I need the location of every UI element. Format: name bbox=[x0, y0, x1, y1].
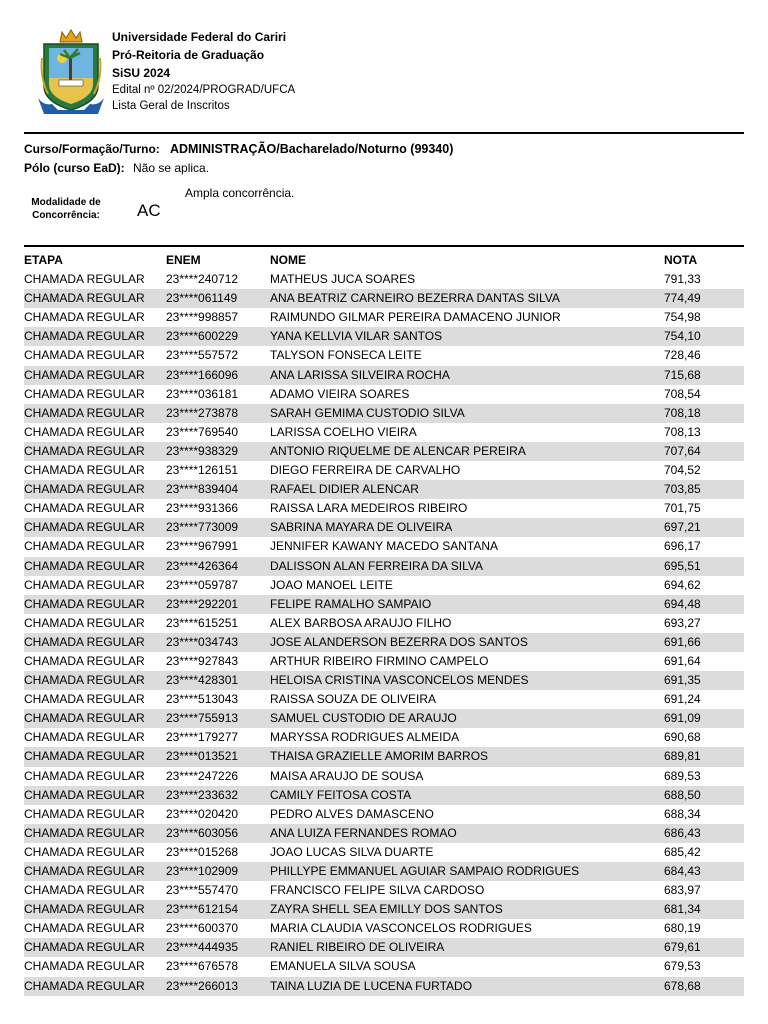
cell-nota: 774,49 bbox=[664, 291, 701, 306]
table-row bbox=[24, 518, 744, 537]
cell-nota: 686,43 bbox=[664, 825, 701, 840]
table-row bbox=[24, 461, 744, 480]
table-row bbox=[24, 537, 744, 556]
cell-nota: 708,18 bbox=[664, 405, 701, 420]
cell-etapa: CHAMADA REGULAR bbox=[24, 844, 145, 859]
cell-etapa: CHAMADA REGULAR bbox=[24, 864, 145, 878]
cell-etapa: CHAMADA REGULAR bbox=[24, 959, 145, 974]
table-row bbox=[24, 957, 744, 976]
cell-enem: 23****612154 bbox=[166, 902, 239, 917]
cell-etapa: CHAMADA REGULAR bbox=[24, 329, 145, 344]
cell-nota: 703,85 bbox=[664, 482, 701, 497]
cell-nota: 689,81 bbox=[664, 749, 701, 764]
header-block bbox=[112, 28, 295, 114]
cell-nome: ALEX BARBOSA ARAUJO FILHO bbox=[270, 615, 452, 630]
cell-nome: ANTONIO RIQUELME DE ALENCAR PEREIRA bbox=[270, 443, 526, 458]
table-row bbox=[24, 862, 744, 881]
cell-etapa: CHAMADA REGULAR bbox=[24, 424, 145, 439]
cell-nome: FRANCISCO FELIPE SILVA CARDOSO bbox=[270, 883, 485, 898]
cell-nome: PEDRO ALVES DAMASCENO bbox=[270, 806, 434, 821]
cell-nota: 683,97 bbox=[664, 883, 701, 898]
cell-etapa: CHAMADA REGULAR bbox=[24, 539, 145, 554]
table-body bbox=[24, 270, 744, 996]
cell-nota: 694,62 bbox=[664, 577, 701, 592]
cell-etapa: CHAMADA REGULAR bbox=[24, 921, 145, 936]
cell-nome: SABRINA MAYARA DE OLIVEIRA bbox=[270, 520, 453, 535]
header-etapa: ETAPA bbox=[24, 253, 63, 267]
cell-etapa: CHAMADA REGULAR bbox=[24, 443, 145, 458]
cell-nome: RAISSA SOUZA DE OLIVEIRA bbox=[270, 692, 437, 707]
table-row bbox=[24, 423, 744, 442]
cell-etapa: CHAMADA REGULAR bbox=[24, 711, 145, 726]
table-row bbox=[24, 404, 744, 423]
cell-enem: 23****166096 bbox=[166, 367, 239, 382]
cell-nome: PHILLYPE EMMANUEL AGUIAR SAMPAIO RODRIGUES bbox=[270, 864, 580, 878]
cell-nota: 728,46 bbox=[664, 348, 701, 363]
cell-enem: 23****444935 bbox=[166, 940, 239, 955]
cell-nota: 704,52 bbox=[664, 463, 701, 478]
cell-nota: 694,48 bbox=[664, 596, 701, 611]
cell-nome: TAINA LUZIA DE LUCENA FURTADO bbox=[270, 978, 473, 993]
cell-enem: 23****676578 bbox=[166, 959, 239, 974]
cell-nota: 707,64 bbox=[664, 443, 701, 458]
cell-nota: 708,13 bbox=[664, 424, 701, 439]
cell-enem: 23****266013 bbox=[166, 978, 239, 993]
cell-etapa: CHAMADA REGULAR bbox=[24, 940, 145, 955]
table-row bbox=[24, 557, 744, 576]
cell-enem: 23****247226 bbox=[166, 768, 239, 783]
cell-enem: 23****233632 bbox=[166, 787, 239, 802]
cell-etapa: CHAMADA REGULAR bbox=[24, 634, 145, 649]
cell-nome: LARISSA COELHO VIEIRA bbox=[270, 424, 417, 439]
university-seal-logo bbox=[38, 28, 104, 116]
table-row bbox=[24, 576, 744, 595]
cell-nome: ANA BEATRIZ CARNEIRO BEZERRA DANTAS SILVA bbox=[270, 291, 560, 306]
table-row bbox=[24, 881, 744, 900]
cell-nota: 696,17 bbox=[664, 539, 701, 554]
cell-nota: 701,75 bbox=[664, 501, 701, 516]
cell-nome: THAISA GRAZIELLE AMORIM BARROS bbox=[270, 749, 489, 764]
cell-enem: 23****273878 bbox=[166, 405, 239, 420]
cell-enem: 23****061149 bbox=[166, 291, 238, 306]
table-header-row bbox=[24, 251, 744, 270]
cell-nome: DALISSON ALAN FERREIRA DA SILVA bbox=[270, 558, 483, 573]
table-row bbox=[24, 728, 744, 747]
cell-enem: 23****603056 bbox=[166, 825, 239, 840]
program-name: SiSU 2024 bbox=[112, 66, 171, 80]
cell-nome: SAMUEL CUSTODIO DE ARAUJO bbox=[270, 711, 457, 726]
cell-etapa: CHAMADA REGULAR bbox=[24, 615, 145, 630]
cell-etapa: CHAMADA REGULAR bbox=[24, 825, 145, 840]
table-divider bbox=[24, 245, 744, 247]
cell-nome: MAISA ARAUJO DE SOUSA bbox=[270, 768, 424, 783]
cell-nome: MARIA CLAUDIA VASCONCELOS RODRIGUES bbox=[270, 921, 532, 936]
cell-nota: 681,34 bbox=[664, 902, 701, 917]
header-divider bbox=[24, 132, 744, 134]
cell-enem: 23****034743 bbox=[166, 634, 239, 649]
cell-nome: ADAMO VIEIRA SOARES bbox=[270, 386, 410, 401]
table-row bbox=[24, 767, 744, 786]
table-row bbox=[24, 900, 744, 919]
cell-etapa: CHAMADA REGULAR bbox=[24, 310, 145, 325]
cell-nota: 693,27 bbox=[664, 615, 701, 630]
cell-nome: EMANUELA SILVA SOUSA bbox=[270, 959, 416, 974]
cell-nota: 690,68 bbox=[664, 730, 701, 745]
cell-etapa: CHAMADA REGULAR bbox=[24, 883, 145, 898]
table-row bbox=[24, 327, 744, 346]
polo-value: Não se aplica. bbox=[133, 161, 210, 175]
cell-nome: FELIPE RAMALHO SAMPAIO bbox=[270, 596, 432, 611]
modalidade-code: AC bbox=[137, 201, 161, 220]
cell-nome: MATHEUS JUCA SOARES bbox=[270, 272, 416, 287]
table-row bbox=[24, 786, 744, 805]
cell-nome: TALYSON FONSECA LEITE bbox=[270, 348, 422, 363]
cell-nome: RAISSA LARA MEDEIROS RIBEIRO bbox=[270, 501, 468, 516]
table-row bbox=[24, 824, 744, 843]
cell-enem: 23****557572 bbox=[166, 348, 239, 363]
cell-enem: 23****931366 bbox=[166, 501, 239, 516]
table-row bbox=[24, 633, 744, 652]
table-row bbox=[24, 671, 744, 690]
cell-nome: DIEGO FERREIRA DE CARVALHO bbox=[270, 463, 461, 478]
table-row bbox=[24, 747, 744, 766]
cell-enem: 23****615251 bbox=[166, 615, 239, 630]
cell-enem: 23****292201 bbox=[166, 596, 239, 611]
cell-nome: ARTHUR RIBEIRO FIRMINO CAMPELO bbox=[270, 653, 489, 668]
cell-nota: 791,33 bbox=[664, 272, 701, 287]
cell-nota: 715,68 bbox=[664, 367, 701, 382]
cell-nome: RANIEL RIBEIRO DE OLIVEIRA bbox=[270, 940, 445, 955]
header-nota: NOTA bbox=[664, 253, 698, 267]
table-row bbox=[24, 385, 744, 404]
table-row bbox=[24, 977, 744, 996]
cell-nome: HELOISA CRISTINA VASCONCELOS MENDES bbox=[270, 673, 529, 688]
cell-etapa: CHAMADA REGULAR bbox=[24, 501, 145, 516]
cell-nome: JOSE ALANDERSON BEZERRA DOS SANTOS bbox=[270, 634, 528, 649]
table-row bbox=[24, 270, 744, 289]
modalidade-label: Modalidade de Concorrência: bbox=[31, 197, 101, 221]
cell-nota: 691,09 bbox=[664, 711, 701, 726]
cell-etapa: CHAMADA REGULAR bbox=[24, 596, 145, 611]
cell-nota: 697,21 bbox=[664, 520, 701, 535]
cell-nome: ZAYRA SHELL SEA EMILLY DOS SANTOS bbox=[270, 902, 503, 917]
cell-enem: 23****036181 bbox=[166, 386, 239, 401]
cell-enem: 23****020420 bbox=[166, 806, 239, 821]
cell-enem: 23****015268 bbox=[166, 844, 239, 859]
polo-label: Pólo (curso EaD): bbox=[24, 161, 125, 175]
cell-enem: 23****513043 bbox=[166, 692, 239, 707]
cell-etapa: CHAMADA REGULAR bbox=[24, 768, 145, 783]
cell-nota: 754,10 bbox=[664, 329, 701, 344]
cell-nota: 691,64 bbox=[664, 653, 701, 668]
cell-nome: JENNIFER KAWANY MACEDO SANTANA bbox=[270, 539, 499, 554]
table-row bbox=[24, 289, 744, 308]
cell-enem: 23****998857 bbox=[166, 310, 239, 325]
cell-nota: 680,19 bbox=[664, 921, 701, 936]
cell-nome: MARYSSA RODRIGUES ALMEIDA bbox=[270, 730, 460, 745]
table-row bbox=[24, 843, 744, 862]
table-row bbox=[24, 346, 744, 365]
cell-nome: JOAO LUCAS SILVA DUARTE bbox=[270, 844, 434, 859]
table-row bbox=[24, 614, 744, 633]
list-title: Lista Geral de Inscritos bbox=[112, 100, 230, 112]
cell-etapa: CHAMADA REGULAR bbox=[24, 692, 145, 707]
cell-etapa: CHAMADA REGULAR bbox=[24, 653, 145, 668]
cell-nota: 708,54 bbox=[664, 386, 701, 401]
cell-nome: SARAH GEMIMA CUSTODIO SILVA bbox=[270, 405, 465, 420]
cell-etapa: CHAMADA REGULAR bbox=[24, 386, 145, 401]
cell-etapa: CHAMADA REGULAR bbox=[24, 405, 145, 420]
table-row bbox=[24, 499, 744, 518]
table-row bbox=[24, 480, 744, 499]
course-value: ADMINISTRAÇÃO/Bacharelado/Noturno (99340) bbox=[170, 142, 454, 156]
cell-etapa: CHAMADA REGULAR bbox=[24, 787, 145, 802]
cell-nota: 685,42 bbox=[664, 844, 701, 859]
cell-nome: CAMILY FEITOSA COSTA bbox=[270, 787, 412, 802]
edital-reference: Edital nº 02/2024/PROGRAD/UFCA bbox=[112, 84, 296, 96]
cell-nome: ANA LUIZA FERNANDES ROMAO bbox=[270, 825, 457, 840]
table-row bbox=[24, 690, 744, 709]
cell-etapa: CHAMADA REGULAR bbox=[24, 291, 145, 306]
cell-enem: 23****773009 bbox=[166, 520, 239, 535]
cell-etapa: CHAMADA REGULAR bbox=[24, 272, 145, 287]
cell-etapa: CHAMADA REGULAR bbox=[24, 902, 145, 917]
cell-nota: 695,51 bbox=[664, 558, 701, 573]
cell-etapa: CHAMADA REGULAR bbox=[24, 367, 145, 382]
cell-etapa: CHAMADA REGULAR bbox=[24, 482, 145, 497]
cell-enem: 23****102909 bbox=[166, 864, 239, 878]
cell-nota: 688,50 bbox=[664, 787, 701, 802]
cell-nota: 689,53 bbox=[664, 768, 701, 783]
cell-enem: 23****839404 bbox=[166, 482, 239, 497]
cell-etapa: CHAMADA REGULAR bbox=[24, 577, 145, 592]
table-row bbox=[24, 308, 744, 327]
cell-nota: 678,68 bbox=[664, 978, 701, 993]
cell-enem: 23****938329 bbox=[166, 443, 239, 458]
cell-etapa: CHAMADA REGULAR bbox=[24, 348, 145, 363]
cell-etapa: CHAMADA REGULAR bbox=[24, 806, 145, 821]
cell-nome: YANA KELLVIA VILAR SANTOS bbox=[270, 329, 443, 344]
cell-nota: 691,35 bbox=[664, 673, 701, 688]
cell-nota: 679,53 bbox=[664, 959, 701, 974]
department-name: Pró-Reitoria de Graduação bbox=[112, 48, 265, 62]
cell-enem: 23****557470 bbox=[166, 883, 239, 898]
cell-enem: 23****059787 bbox=[166, 577, 239, 592]
cell-nome: RAFAEL DIDIER ALENCAR bbox=[270, 482, 419, 497]
cell-enem: 23****755913 bbox=[166, 711, 239, 726]
table-row bbox=[24, 366, 744, 385]
candidates-table bbox=[24, 251, 744, 996]
table-row bbox=[24, 938, 744, 957]
cell-nota: 691,24 bbox=[664, 692, 701, 707]
cell-etapa: CHAMADA REGULAR bbox=[24, 520, 145, 535]
cell-nota: 754,98 bbox=[664, 310, 701, 325]
cell-etapa: CHAMADA REGULAR bbox=[24, 978, 145, 993]
cell-nota: 688,34 bbox=[664, 806, 701, 821]
cell-nome: RAIMUNDO GILMAR PEREIRA DAMACENO JUNIOR bbox=[270, 310, 561, 325]
cell-enem: 23****967991 bbox=[166, 539, 239, 554]
cell-etapa: CHAMADA REGULAR bbox=[24, 730, 145, 745]
cell-enem: 23****927843 bbox=[166, 653, 239, 668]
cell-nome: ANA LARISSA SILVEIRA ROCHA bbox=[270, 367, 450, 382]
course-label: Curso/Formação/Turno: bbox=[24, 142, 160, 156]
table-row bbox=[24, 595, 744, 614]
cell-enem: 23****179277 bbox=[166, 730, 239, 745]
cell-enem: 23****240712 bbox=[166, 272, 239, 287]
table-row bbox=[24, 919, 744, 938]
university-name: Universidade Federal do Cariri bbox=[112, 30, 287, 44]
cell-enem: 23****426364 bbox=[166, 558, 239, 573]
cell-enem: 23****428301 bbox=[166, 673, 239, 688]
cell-nota: 684,43 bbox=[664, 864, 701, 878]
cell-enem: 23****013521 bbox=[166, 749, 239, 764]
cell-nota: 691,66 bbox=[664, 634, 701, 649]
cell-etapa: CHAMADA REGULAR bbox=[24, 749, 145, 764]
table-row bbox=[24, 442, 744, 461]
cell-etapa: CHAMADA REGULAR bbox=[24, 463, 145, 478]
modalidade-description: Ampla concorrência. bbox=[185, 186, 295, 200]
cell-enem: 23****126151 bbox=[166, 463, 239, 478]
cell-enem: 23****769540 bbox=[166, 424, 239, 439]
table-row bbox=[24, 709, 744, 728]
table-row bbox=[24, 805, 744, 824]
cell-nome: JOAO MANOEL LEITE bbox=[270, 577, 393, 592]
cell-nota: 679,61 bbox=[664, 940, 701, 955]
cell-enem: 23****600229 bbox=[166, 329, 239, 344]
header-enem: ENEM bbox=[166, 253, 201, 267]
cell-etapa: CHAMADA REGULAR bbox=[24, 558, 145, 573]
cell-etapa: CHAMADA REGULAR bbox=[24, 673, 145, 688]
header-nome: NOME bbox=[270, 253, 306, 267]
table-row bbox=[24, 652, 744, 671]
cell-enem: 23****600370 bbox=[166, 921, 239, 936]
